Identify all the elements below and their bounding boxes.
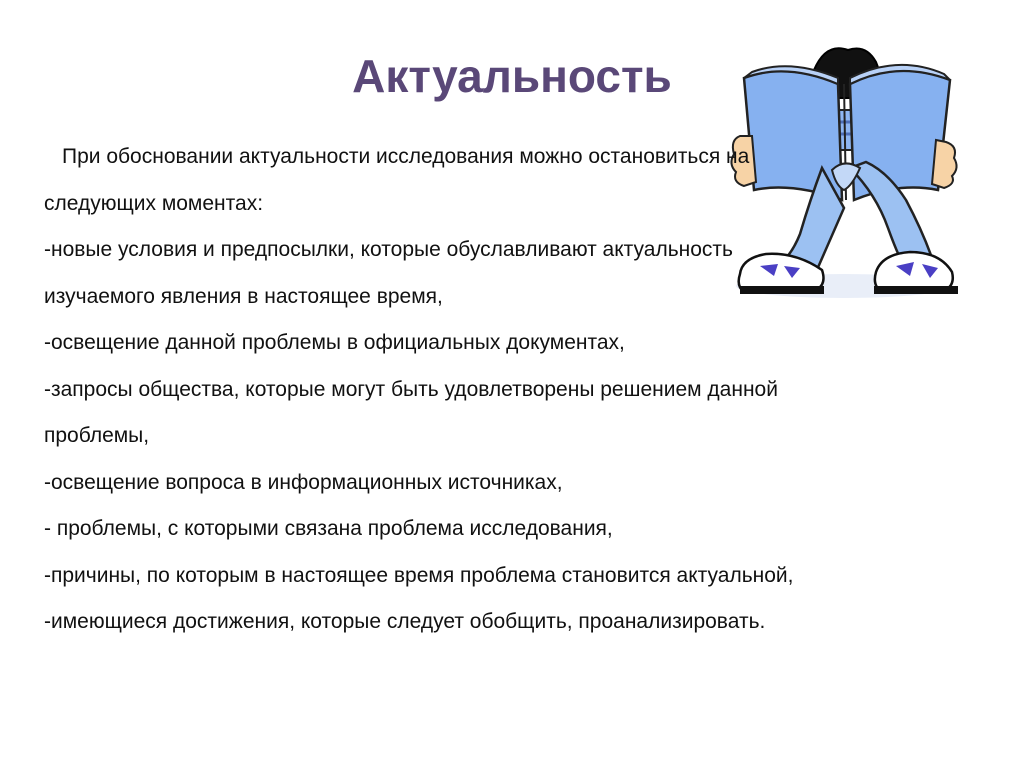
body-line: - проблемы, с которыми связана проблема исследования, (44, 517, 613, 540)
body-line: При обосновании актуальности исследования можно остановиться на (62, 145, 750, 168)
body-line: -запросы общества, которые могут быть удовлетворены решением данной (44, 377, 778, 401)
body-line: следующих моментах: (44, 191, 264, 215)
body-line: проблемы, (44, 424, 150, 447)
body-line: -причины, по которым в настоящее время проблема становится актуальной, (44, 563, 794, 587)
slide-title: Актуальность (352, 50, 672, 102)
body-line: -новые условия и предпосылки, которые обуславливают актуальность (44, 238, 733, 261)
body-line: изучаемого явления в настоящее время, (44, 284, 443, 308)
slide-body (44, 134, 984, 646)
body-line: -имеющиеся достижения, которые следует обобщить, проанализировать. (44, 610, 766, 633)
body-line: -освещение вопроса в информационных источниках, (44, 470, 563, 494)
body-line: -освещение данной проблемы в официальных документах, (44, 331, 625, 354)
